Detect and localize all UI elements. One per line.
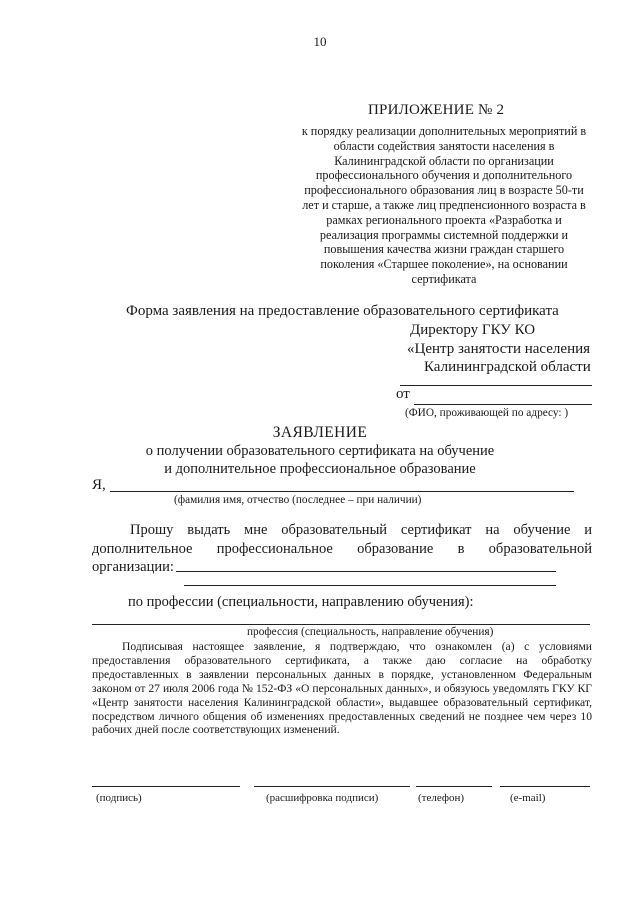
appendix-line: рамках регионального проекта «Разработка и — [326, 212, 562, 227]
appendix-description — [270, 124, 618, 287]
addressee-blank-line[interactable] — [400, 385, 592, 386]
addressee-line-2: «Центр занятости населения — [407, 341, 591, 357]
appendix-line: профессионального образования лиц в возрасте 50-ти — [304, 183, 584, 198]
page-number: 10 — [313, 34, 327, 49]
profession-hint: профессия (специальность, направление обучения) — [247, 626, 494, 638]
appendix-line: Калининградской области по организации — [334, 153, 554, 168]
organization-line[interactable] — [176, 571, 556, 572]
appendix-line: профессионального обучения и дополнительного — [315, 168, 573, 183]
appendix-line: реализация программы системной поддержки и — [319, 227, 569, 242]
consent-text: Подписывая настоящее заявление, я подтверждаю, что ознакомлен (а) с условиями предоставления образовательного сертификата, а также даю согласие на обработку предоставленных в заявлении персональных данных в порядке, установленном Федеральным законом от 27 июля 2006 года № 152-ФЗ «О персональных данных», и обязуюсь уведомлять ГКУ КГ «Центр занятости населения Калининградской области», выдавшее образовательный сертификат, посредством личного общения об изменениях предоставленных сведений не позднее чем через 10 рабочих дней после соответствующих изменений. — [92, 640, 592, 737]
signature-hint: (подпись) — [96, 792, 142, 804]
phone-line[interactable] — [416, 786, 492, 787]
statement-title: ЗАЯВЛЕНИЕ — [272, 424, 368, 441]
organization-line-2[interactable] — [184, 585, 556, 586]
applicant-label: Я, — [92, 477, 106, 493]
from-name-line[interactable] — [414, 404, 592, 405]
appendix-line: поколения «Старшее поколение», на основании — [320, 257, 568, 272]
addressee-line-3: Калининградской области — [424, 359, 591, 375]
email-hint: (e-mail) — [510, 792, 546, 804]
appendix-line: области содействия занятости населения в — [333, 138, 555, 153]
from-hint: (ФИО, проживающей по адресу: ) — [405, 407, 569, 419]
profession-line[interactable] — [92, 624, 590, 625]
email-line[interactable] — [500, 786, 590, 787]
profession-label: по профессии (специальности, направлению обучения): — [128, 594, 474, 610]
decoding-hint: (расшифровка подписи) — [266, 792, 379, 804]
applicant-name-line[interactable] — [110, 491, 574, 492]
request-text: Прошу выдать мне образовательный сертификат на обучение и дополнительное профессиональное образование в образовательной организации: — [92, 522, 592, 575]
statement-subtitle-2: и дополнительное профессиональное образование — [164, 461, 476, 477]
decoding-line[interactable] — [254, 786, 410, 787]
phone-hint: (телефон) — [418, 792, 465, 804]
appendix-line: сертификата — [411, 271, 477, 286]
applicant-hint: (фамилия имя, отчество (последнее – при наличии) — [174, 494, 422, 506]
appendix-line: лет и старше, а также лиц предпенсионного возраста в — [302, 197, 586, 212]
appendix-line: повышения качества жизни граждан старшего — [323, 242, 565, 257]
addressee-line-1: Директору ГКУ КО — [410, 322, 536, 338]
appendix-title: ПРИЛОЖЕНИЕ № 2 — [368, 102, 505, 118]
from-label: от — [396, 386, 410, 402]
signature-line[interactable] — [92, 786, 240, 787]
appendix-line: к порядку реализации дополнительных мероприятий в — [301, 124, 587, 138]
statement-subtitle-1: о получении образовательного сертификата на обучение — [145, 443, 495, 459]
form-title: Форма заявления на предоставление образовательного сертификата — [126, 303, 559, 319]
